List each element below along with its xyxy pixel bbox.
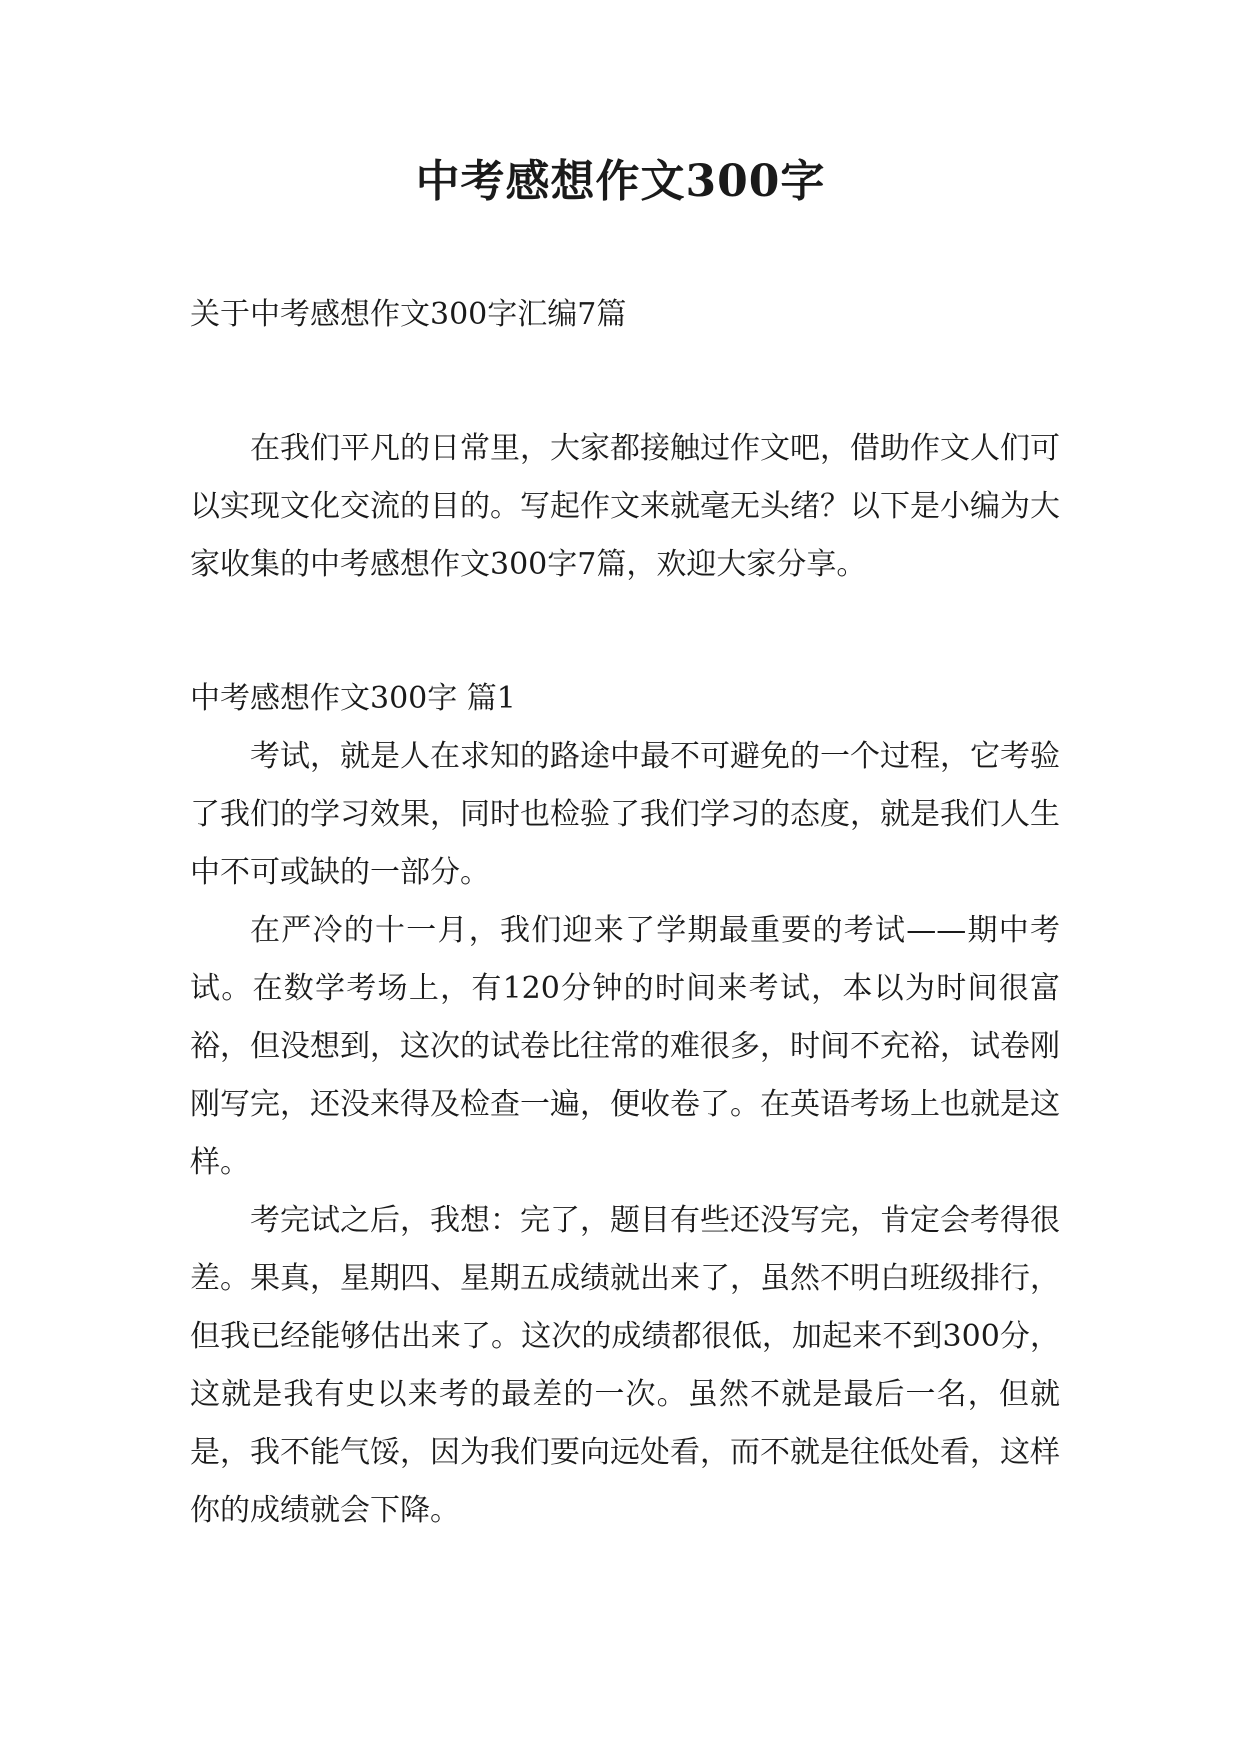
body-paragraph-2: 在严冷的十一月，我们迎来了学期最重要的考试——期中考试。在数学考场上，有120分钟的时间来考试，本以为时间很富裕，但没想到，这次的试卷比往常的难很多，时间不充裕，试卷刚刚写完，还没来得及检查一遍，便收卷了。在英语考场上也就是这样。 bbox=[190, 913, 1060, 1180]
document-title: 中考感想作文300字 bbox=[415, 156, 826, 207]
body-paragraph-1: 考试，就是人在求知的路途中最不可避免的一个过程，它考验了我们的学习效果，同时也检验了我们学习的态度，就是我们人生中不可或缺的一部分。 bbox=[190, 739, 1060, 890]
intro-paragraph: 在我们平凡的日常里，大家都接触过作文吧，借助作文人们可以实现文化交流的目的。写起作文来就毫无头绪？以下是小编为大家收集的中考感想作文300字7篇，欢迎大家分享。 bbox=[190, 431, 1060, 582]
section-heading: 中考感想作文300字 篇1 bbox=[190, 681, 516, 716]
body-paragraph-3: 考完试之后，我想：完了，题目有些还没写完，肯定会考得很差。果真，星期四、星期五成绩就出来了，虽然不明白班级排行，但我已经能够估出来了。这次的成绩都很低，加起来不到300分，这就是我有史以来考的最差的一次。虽然不就是最后一名，但就是，我不能气馁，因为我们要向远处看，而不就是往低处看，这样你的成绩就会下降。 bbox=[190, 1203, 1060, 1528]
document-subtitle: 关于中考感想作文300字汇编7篇 bbox=[190, 297, 627, 332]
document-body bbox=[190, 286, 1060, 1540]
essay-section-1 bbox=[190, 670, 1060, 1540]
